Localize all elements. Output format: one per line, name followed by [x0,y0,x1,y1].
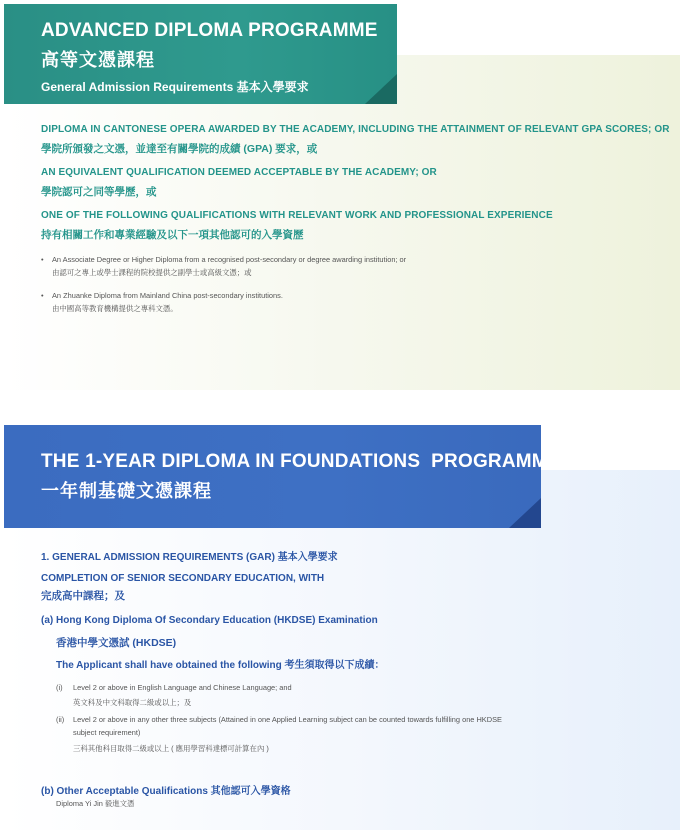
foundations-diploma-banner [4,425,561,528]
item-text-en-cont: subject requirement) [73,728,141,737]
option-b-title: (b) Other Acceptable Qualifications 其他認可入學資格 [41,786,291,797]
banner-fold-decoration [509,498,541,528]
requirement-2-cn: 學院認可之同等學歷，或 [41,186,157,198]
item-text-en: Level 2 or above in any other three subjects (Attained in one Applied Learning subject can be counted towards fulfilling one HKDSE [73,715,502,724]
advanced-diploma-banner [4,4,397,104]
bullet-icon: • [41,255,44,264]
requirement-3-en: ONE OF THE FOLLOWING QUALIFICATIONS WITH RELEVANT WORK AND PROFESSIONAL EXPERIENCE [41,210,553,221]
completion-en: COMPLETION OF SENIOR SECONDARY EDUCATION, WITH [41,573,325,584]
bullet-text-cn: 由中國高等教育機構提供之專科文憑。 [52,304,178,313]
item-text-en: Level 2 or above in English Language and Chinese Language; and [73,683,292,692]
bullet-text-en: An Associate Degree or Higher Diploma from a recognised post-secondary or degree awarding institution; or [52,255,407,264]
completion-cn: 完成高中課程；及 [41,590,125,602]
requirement-3-cn: 持有相關工作和專業經驗及以下一項其他認可的入學資歷 [41,229,304,241]
advanced-diploma-title: ADVANCED DIPLOMA PROGRAMME [41,20,378,41]
foundations-diploma-title: THE 1-YEAR DIPLOMA IN FOUNDATIONS PROGRAMME [41,451,561,472]
applicant-requirement: The Applicant shall have obtained the following 考生須取得以下成績： [56,660,385,671]
option-a-title-cn: 香港中學文憑試 (HKDSE) [56,637,177,649]
foundations-diploma-title-cn: 一年制基礎文憑課程 [41,481,212,501]
item-text-cn: 三科其他科目取得二級或以上 ( 應用學習科達標可計算在內 ) [73,744,269,753]
option-a-title: Hong Kong Diploma Of Secondary Education (HKDSE) Examination [56,615,378,626]
requirement-1-cn: 學院所頒發之文憑，並達至有關學院的成績 (GPA) 要求，或 [41,143,318,155]
option-a-label: (a) [41,615,54,626]
admission-requirements-subtitle: General Admission Requirements 基本入學要求 [41,80,309,94]
item-text-cn: 英文科及中文科取得二級或以上；及 [73,698,192,707]
bullet-text-en: An Zhuanke Diploma from Mainland China post-secondary institutions. [52,291,283,300]
advanced-diploma-title-cn: 高等文憑課程 [41,50,155,70]
item-number: (i) [56,683,63,692]
banner-fold-decoration [365,74,397,104]
requirement-2-en: AN EQUIVALENT QUALIFICATION DEEMED ACCEPTABLE BY THE ACADEMY; OR [41,167,437,178]
gar-heading: 1. GENERAL ADMISSION REQUIREMENTS (GAR) 基本入學要求 [41,552,338,563]
requirement-1-en: DIPLOMA IN CANTONESE OPERA AWARDED BY THE ACADEMY, INCLUDING THE ATTAINMENT OF RELEVANT GPA SCORES; OR [41,124,670,135]
bullet-text-cn: 由認可之專上或學士課程的院校提供之副學士或高級文憑；或 [52,268,252,277]
option-b-detail: Diploma Yi Jin 毅進文憑 [56,799,135,808]
item-number: (ii) [56,715,65,724]
advanced-diploma-panel [4,55,680,390]
bullet-icon: • [41,291,44,300]
